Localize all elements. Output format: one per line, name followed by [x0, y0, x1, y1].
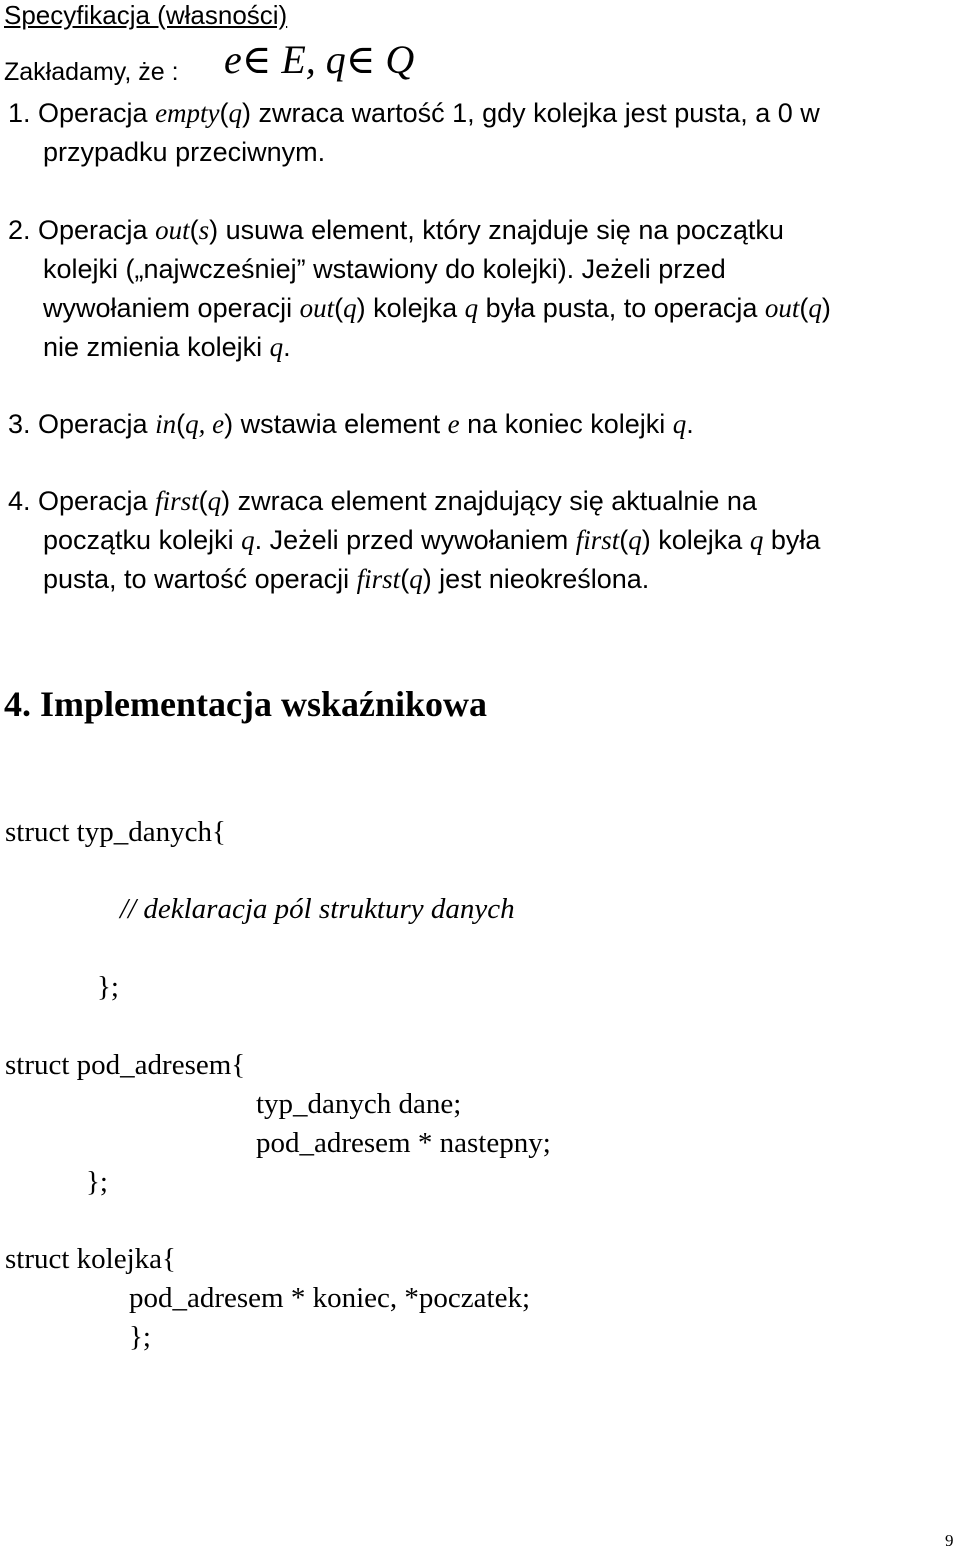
item4-line3 [43, 566, 649, 593]
code-kolejka-close: }; [129, 1321, 151, 1353]
code-typ-danych-close: }; [97, 971, 119, 1003]
item4-var-q: q [749, 525, 764, 555]
item1-text: 1. Operacja [8, 98, 156, 128]
code-pod-adresem-close: }; [86, 1166, 108, 1198]
item2-fn-out: out [155, 215, 190, 245]
item4-var-q: q [207, 486, 222, 516]
item4-text: ) kolejka [641, 525, 750, 555]
assumption-label: Zakładamy, że : [4, 58, 179, 86]
item2-line2: kolejki („najwcześniej” wstawiony do kolejki). Jeżeli przed [43, 254, 726, 284]
item2-var-q: q [343, 293, 357, 323]
code-pod-adresem-open: struct pod_adresem{ [5, 1049, 246, 1081]
item2-text: wywołaniem operacji [43, 293, 300, 323]
page-number: 9 [945, 1531, 954, 1550]
item2-text: ) usuwa element, który znajduje się na początku [209, 215, 784, 245]
section-heading: 4. Implementacja wskaźnikowa [4, 684, 487, 724]
code-typ-danych-comment: // deklaracja pól struktury danych [120, 893, 515, 925]
item3-text: ) wstawia element [224, 409, 448, 439]
item2-text: 2. Operacja [8, 215, 156, 245]
code-typ-danych-open: struct typ_danych{ [5, 816, 226, 848]
item4-fn-first: first [356, 564, 401, 594]
item2-text: była pusta, to operacja [478, 293, 765, 323]
item4-text: ) zwraca element znajdujący się aktualnie na [221, 486, 757, 516]
assumption-formula: e∈ E, q∈ Q [224, 37, 415, 82]
item4-line1 [8, 488, 757, 515]
item4-var-q: q [241, 525, 255, 555]
item3-text: na koniec kolejki [459, 409, 673, 439]
item4-line2 [43, 527, 820, 554]
item2-var-q: q [808, 293, 822, 323]
item3-text: . [686, 409, 694, 439]
item4-text: początku kolejki [43, 525, 242, 555]
code-kolejka-open: struct kolejka{ [5, 1243, 176, 1275]
item4-fn-first: first [155, 486, 199, 516]
item1-fn-empty: empty [155, 98, 220, 128]
spec-heading: Specyfikacja (własności) [4, 0, 288, 30]
item3-fn-in: in [155, 409, 177, 439]
item2-var-q: q [464, 293, 479, 323]
code-pod-adresem-field2: pod_adresem * nastepny; [256, 1127, 551, 1159]
item4-text: była [763, 525, 821, 555]
item4-fn-first: first [575, 525, 620, 555]
item4-text: pusta, to wartość operacji [43, 564, 357, 594]
item1-text: ) zwraca wartość 1, gdy kolejka jest pusta, a 0 w [242, 98, 820, 128]
item3-text: ( [176, 409, 186, 439]
item3-line1 [8, 411, 694, 438]
item4-text: ( [400, 564, 410, 594]
item4-var-q: q [628, 525, 642, 555]
item2-fn-out: out [299, 293, 335, 323]
item4-text: . Jeżeli przed wywołaniem [254, 525, 576, 555]
item2-line4 [43, 334, 291, 361]
item4-text: ) jest nieokreślona. [422, 564, 650, 594]
item2-line3 [43, 295, 831, 322]
item2-text: ( [334, 293, 344, 323]
item1-line2: przypadku przeciwnym. [43, 137, 326, 167]
item1-line1 [8, 100, 820, 127]
item3-var-e: e [447, 409, 460, 439]
item1-text: ( [219, 98, 229, 128]
item2-line1 [8, 217, 784, 244]
item2-text: ( [189, 215, 199, 245]
item1-var-q: q [228, 98, 243, 128]
item2-var-s: s [198, 215, 210, 245]
item4-text: ( [619, 525, 629, 555]
code-kolejka-field: pod_adresem * koniec, *poczatek; [129, 1282, 531, 1314]
item4-var-q: q [409, 564, 423, 594]
item2-text: ) [821, 293, 831, 323]
item2-text: nie zmienia kolejki [43, 332, 270, 362]
item4-text: 4. Operacja [8, 486, 156, 516]
item2-text: . [283, 332, 291, 362]
item2-text: ( [799, 293, 809, 323]
item2-fn-out: out [764, 293, 800, 323]
item2-text: ) kolejka [356, 293, 465, 323]
item3-args: q, e [185, 409, 225, 439]
code-pod-adresem-field1: typ_danych dane; [256, 1088, 462, 1120]
item3-var-q: q [672, 409, 687, 439]
item2-var-q: q [269, 332, 284, 362]
item3-text: 3. Operacja [8, 409, 156, 439]
item4-text: ( [198, 486, 208, 516]
